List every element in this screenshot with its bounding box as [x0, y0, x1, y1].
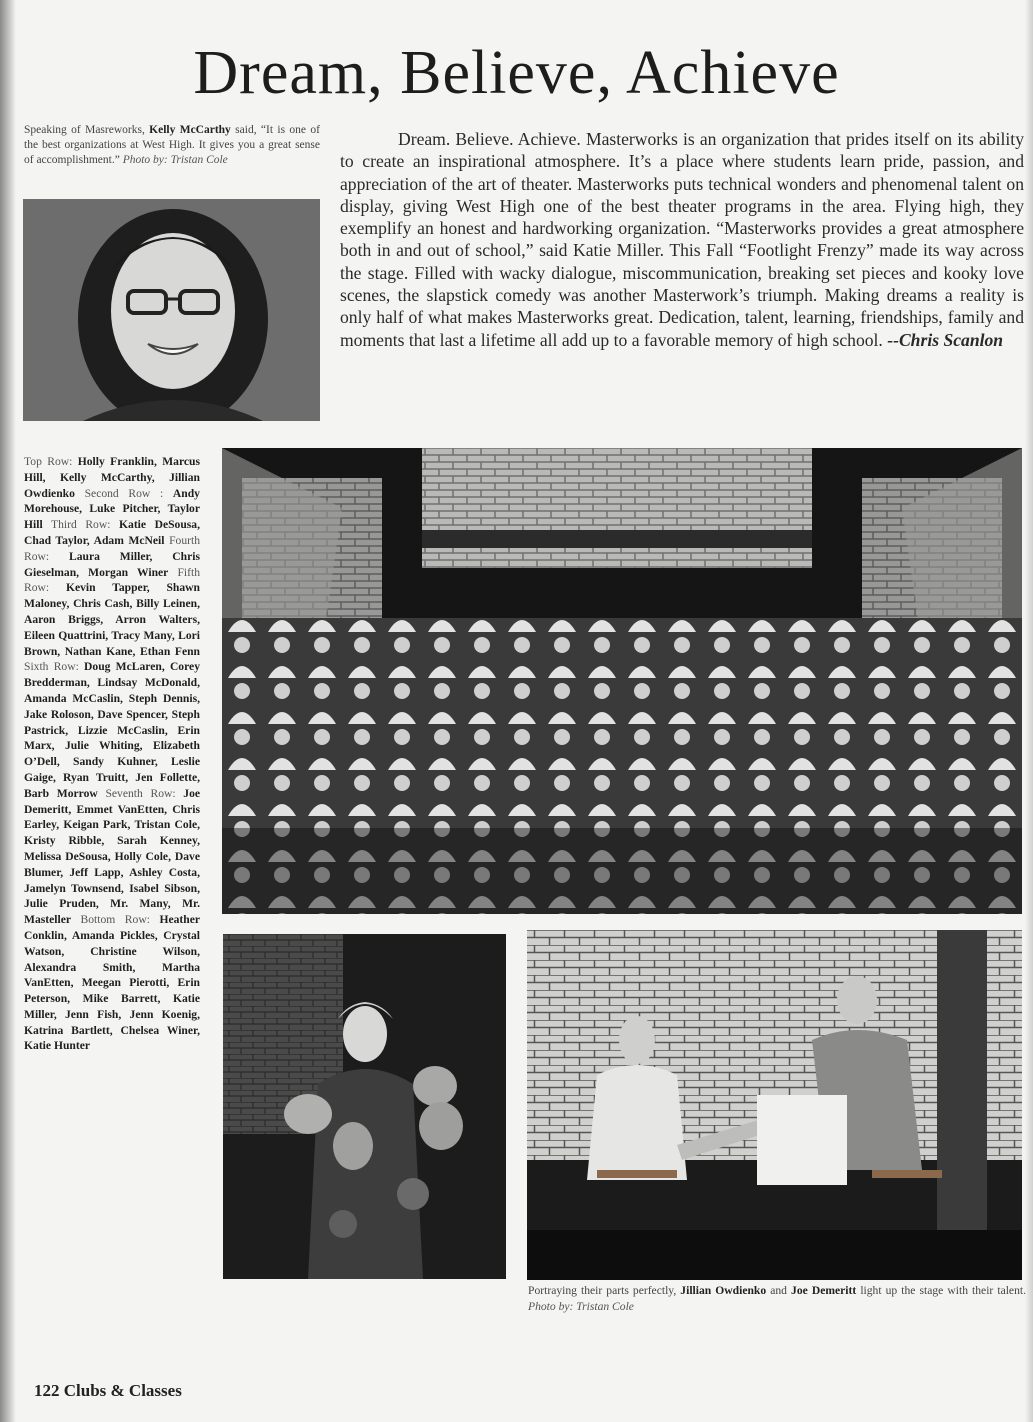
portrait-photo — [23, 199, 320, 421]
names-row3: Katie DeSousa, Chad Taylor, Adam McNeil — [24, 518, 200, 547]
stage-caption-and: and — [766, 1284, 792, 1297]
performer-balloons-photo — [223, 934, 506, 1279]
article-body — [340, 128, 1024, 351]
names-row1-label: Top Row: — [24, 455, 73, 468]
names-row5: Kevin Tapper, Shawn Maloney, Chris Cash, Billy Leinen, Aaron Briggs, Arron Walters, Eileen Quattrini, Tracy Many, Lori Brown, Nathan Kane, Ethan Fenn — [24, 581, 201, 658]
stage-photo-credit: Photo by: Tristan Cole — [528, 1299, 634, 1313]
names-row8-label: Bottom Row: — [80, 913, 150, 927]
article-author: --Chris Scanlon — [887, 329, 1004, 350]
names-row7: Joe Demeritt, Emmet VanEtten, Chris Earley, Keigan Park, Tristan Cole, Kristy Ribble, Sarah Kenney, Melissa DeSousa, Holly Cole, Dave Blumer, Jeff Lapp, Ashley Costa, Jamelyn Townsend, Isabel Sibson, Julie Pruden, Mr. Many, Mr. Masteller — [24, 786, 201, 927]
page-edge-right — [1025, 0, 1033, 1422]
names-row5-label: Fifth Row: — [24, 565, 200, 595]
stage-scene-photo — [527, 930, 1022, 1280]
stage-caption-name1: Jillian Owdienko — [680, 1284, 767, 1297]
portrait-caption — [24, 123, 320, 168]
portrait-caption-lead: Speaking of Masreworks, — [24, 124, 150, 136]
names-row6-label: Sixth Row: — [24, 660, 79, 674]
names-row6: Doug McLaren, Corey Bredderman, Lindsay McDonald, Amanda McCaslin, Steph Dennis, Jake Roloson, Dave Spencer, Steph Pastrick, Lizzie McCaslin, Erin Marx, Julie Whiting, Elizabeth O’Dell, Sandy Kuhner, Leslie Gaige, Ryan Truitt, Jen Follette, Barb Morrow — [24, 660, 200, 800]
stage-caption-text: light up the stage with their talent. — [856, 1284, 1026, 1297]
page-title: Dream, Believe, Achieve — [193, 39, 840, 107]
portrait-caption-quote: said, “It is one of the best organizations at West High. It gives you a great sense of accomplishment.” — [24, 124, 320, 166]
names-row3-label: Third Row: — [51, 518, 111, 532]
group-photo-names — [24, 454, 200, 1054]
portrait-photo-credit: Photo by: Tristan Cole — [122, 154, 228, 166]
names-row4-label: Fourth Row: — [24, 533, 200, 563]
portrait-caption-name: Kelly McCarthy — [149, 124, 231, 136]
names-row4: Laura Miller, Chris Gieselman, Morgan Winer — [24, 549, 200, 579]
stage-caption-lead: Portraying their parts perfectly, — [528, 1284, 681, 1297]
stage-caption-name2: Joe Demeritt — [791, 1284, 857, 1297]
names-row1: Holly Franklin, Marcus Hill, Kelly McCarthy, Jillian Owdienko — [24, 455, 201, 500]
group-photo — [222, 448, 1022, 914]
stage-scene-caption — [528, 1283, 1026, 1314]
binding-shadow-left — [0, 0, 16, 1422]
page-folio: 122 Clubs & Classes — [34, 1381, 182, 1400]
names-row2-label: Second Row : — [84, 486, 164, 500]
article-text: Dream. Believe. Achieve. Masterworks is an organization that prides itself on its ability to create an inspirational atmosphere. It’s a place where students learn pride, passion, and appreciation of the art of theater. Masterworks puts technical wonders and phenomenal talent on display, giving West High one of the best theater programs in the area. Flying high, they exemplify an honest and hardworking organization. “Masterworks provides a great atmosphere both in and out of school,” said Katie Miller. This Fall “Footlight Frenzy” made its way across the stage. Filled with wacky dialogue, miscommunication, breaking set pieces and kooky love scenes, the slapstick comedy was another Masterwork’s triumph. Making dreams a reality is only half of what makes Masterworks great. Dedication, talent, learning, friendships, family and moments that last a lifetime all add up to a favorable memory of high school. — [340, 129, 1024, 350]
names-row7-label: Seventh Row: — [105, 786, 176, 800]
names-row2: Andy Morehouse, Luke Pitcher, Taylor Hill — [24, 486, 200, 532]
names-row8: Heather Conklin, Amanda Pickles, Crystal Watson, Christine Wilson, Alexandra Smith, Martha VanEtten, Meegan Pierotti, Erin Peterson, Mike Barrett, Katie Miller, Jenn Fish, Jenn Koenig, Katrina Bartlett, Chelsea Winer, Katie Hunter — [24, 913, 201, 1053]
